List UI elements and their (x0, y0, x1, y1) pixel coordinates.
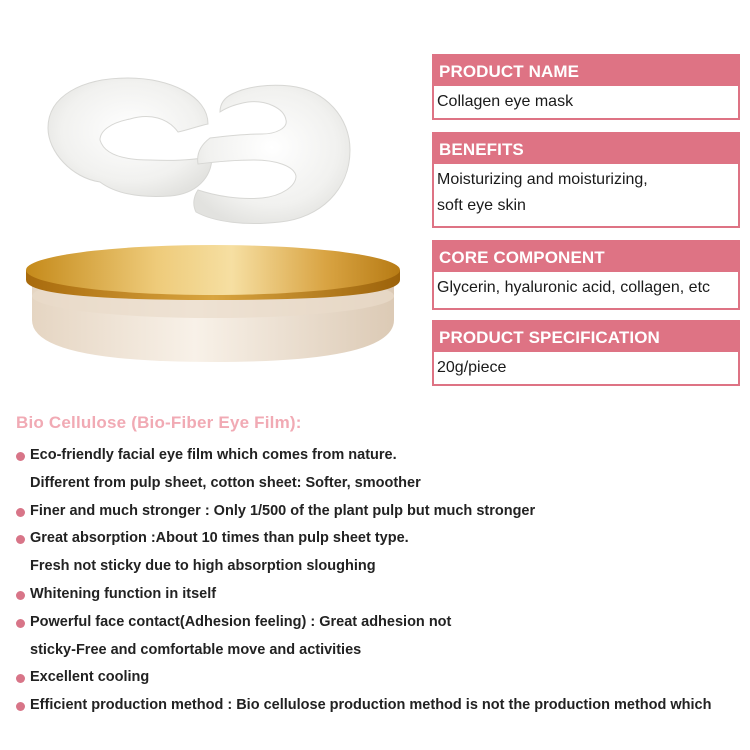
benefits-line-1: Moisturizing and moisturizing, (437, 171, 648, 188)
benefits-value (434, 164, 738, 219)
bullet-dot (16, 452, 25, 461)
product-illustration (0, 0, 420, 390)
bullet-dot (16, 591, 25, 600)
benefits-line-2: soft eye skin (437, 197, 526, 214)
list-item-text: Great absorption :About 10 times than pulp sheet type. (30, 530, 409, 547)
core-component-box (432, 240, 740, 310)
pedestal (26, 245, 400, 362)
bullet-dot (16, 619, 25, 628)
list-item-text: Different from pulp sheet, cotton sheet: Softer, smoother (30, 474, 421, 491)
core-component-header: CORE COMPONENT (434, 242, 738, 272)
feature-list (16, 442, 748, 720)
list-item (16, 664, 748, 692)
product-specification-box (432, 320, 740, 386)
list-item-text: Eco-friendly facial eye film which comes from nature. (30, 447, 397, 463)
list-item (16, 525, 748, 553)
list-item-continuation (16, 470, 748, 498)
product-name-value: Collagen eye mask (437, 93, 574, 110)
description-title: Bio Cellulose (Bio-Fiber Eye Film): (16, 413, 302, 432)
eye-mask-right (194, 85, 350, 223)
bullet-dot (16, 508, 25, 517)
eye-mask-pedestal-image (0, 0, 420, 390)
list-item-text: Powerful face contact(Adhesion feeling) : Great adhesion not (30, 613, 452, 630)
bullet-dot (16, 535, 25, 544)
bullet-dot (16, 674, 25, 683)
list-item-continuation (16, 637, 748, 665)
list-item-text: Finer and much stronger : Only 1/500 of the plant pulp but much stronger (30, 502, 536, 519)
list-item-text: Fresh not sticky due to high absorption sloughing (30, 558, 376, 575)
list-item (16, 442, 748, 470)
list-item-text: Whitening function in itself (30, 585, 217, 602)
list-item (16, 581, 748, 609)
benefits-header: BENEFITS (434, 134, 738, 164)
eye-mask-left (48, 78, 212, 196)
list-item (16, 692, 748, 720)
list-item (16, 498, 748, 526)
list-item-text: Excellent cooling (30, 669, 150, 686)
product-specification-value: 20g/piece (437, 359, 507, 376)
core-component-value: Glycerin, hyaluronic acid, collagen, etc (437, 279, 711, 296)
product-specification-header: PRODUCT SPECIFICATION (434, 322, 738, 352)
list-item-text: Efficient production method : Bio cellulose production method is not the production method which (30, 697, 712, 714)
list-item-continuation (16, 553, 748, 581)
benefits-box (432, 132, 740, 228)
product-name-header: PRODUCT NAME (434, 56, 738, 86)
list-item-text: sticky-Free and comfortable move and activities (30, 641, 362, 658)
bullet-dot (16, 702, 25, 711)
list-item (16, 609, 748, 637)
product-name-box (432, 54, 740, 120)
